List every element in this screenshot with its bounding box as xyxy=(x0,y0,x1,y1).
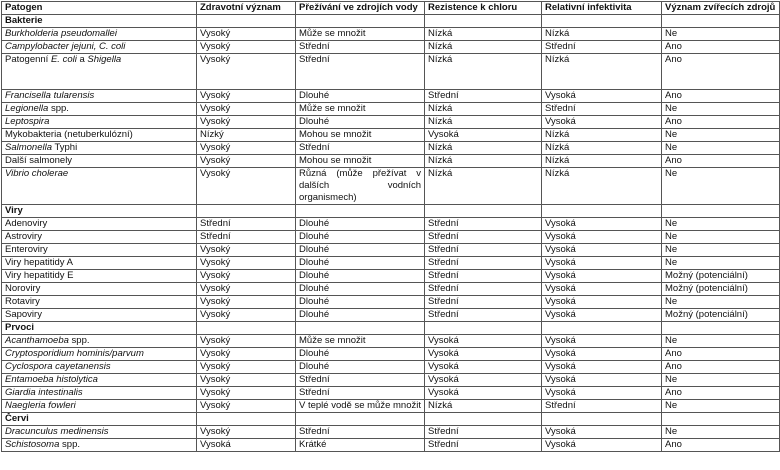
header-health-significance: Zdravotní význam xyxy=(197,2,296,15)
relative-infectivity-cell: Nízká xyxy=(542,129,662,142)
pathogen-cell xyxy=(2,361,197,374)
health-significance-cell: Vysoký xyxy=(197,142,296,155)
table-row xyxy=(2,335,780,348)
chlorine-resistance-cell: Nízká xyxy=(425,103,542,116)
relative-infectivity-cell: Střední xyxy=(542,103,662,116)
table-row xyxy=(2,374,780,387)
pathogen-name-segment: Legionella xyxy=(5,103,49,114)
water-survival-cell: Střední xyxy=(296,387,425,400)
animal-source-cell: Ne xyxy=(662,218,780,231)
water-survival-cell: Dlouhé xyxy=(296,361,425,374)
health-significance-cell: Vysoký xyxy=(197,283,296,296)
chlorine-resistance-cell: Nízká xyxy=(425,28,542,41)
pathogen-cell xyxy=(2,142,197,155)
health-significance-cell: Střední xyxy=(197,218,296,231)
table-header-row xyxy=(2,2,780,15)
empty-cell xyxy=(197,413,296,426)
pathogen-cell xyxy=(2,54,197,90)
pathogen-name-segment: Enteroviry xyxy=(5,244,48,255)
relative-infectivity-cell: Nízká xyxy=(542,168,662,205)
chlorine-resistance-cell: Nízká xyxy=(425,142,542,155)
chlorine-resistance-cell: Vysoká xyxy=(425,335,542,348)
water-survival-cell: Dlouhé xyxy=(296,231,425,244)
animal-source-cell: Ne xyxy=(662,129,780,142)
animal-source-cell: Možný (potenciální) xyxy=(662,283,780,296)
water-survival-cell: Dlouhé xyxy=(296,348,425,361)
table-row xyxy=(2,270,780,283)
empty-cell xyxy=(542,322,662,335)
pathogen-name-segment: a xyxy=(76,54,88,65)
chlorine-resistance-cell: Nízká xyxy=(425,168,542,205)
water-survival-cell: Střední xyxy=(296,374,425,387)
water-survival-cell: Dlouhé xyxy=(296,116,425,129)
relative-infectivity-cell: Nízká xyxy=(542,28,662,41)
pathogen-cell xyxy=(2,439,197,452)
animal-source-cell: Ano xyxy=(662,348,780,361)
category-label: Prvoci xyxy=(2,322,197,335)
health-significance-cell: Vysoký xyxy=(197,116,296,129)
pathogen-name-segment: Sapoviry xyxy=(5,309,42,320)
header-animal-source: Význam zvířecích zdrojů xyxy=(662,2,780,15)
pathogen-cell xyxy=(2,296,197,309)
relative-infectivity-cell: Vysoká xyxy=(542,257,662,270)
table-row xyxy=(2,103,780,116)
empty-cell xyxy=(425,322,542,335)
empty-cell xyxy=(542,205,662,218)
health-significance-cell: Vysoký xyxy=(197,155,296,168)
health-significance-cell: Vysoký xyxy=(197,168,296,205)
category-label: Červi xyxy=(2,413,197,426)
relative-infectivity-cell: Nízká xyxy=(542,54,662,90)
pathogen-name-segment: Viry hepatitidy E xyxy=(5,270,74,281)
animal-source-cell: Ano xyxy=(662,387,780,400)
animal-source-cell: Ano xyxy=(662,439,780,452)
water-survival-cell: Dlouhé xyxy=(296,283,425,296)
health-significance-cell: Vysoká xyxy=(197,439,296,452)
table-row xyxy=(2,54,780,90)
pathogen-name-segment: Viry hepatitidy A xyxy=(5,257,73,268)
chlorine-resistance-cell: Střední xyxy=(425,218,542,231)
relative-infectivity-cell: Vysoká xyxy=(542,348,662,361)
relative-infectivity-cell: Vysoká xyxy=(542,116,662,129)
water-survival-cell: Různá (může přežívat v dalších vodních organismech) xyxy=(296,168,425,205)
pathogen-name-segment: Cryptosporidium hominis/parvum xyxy=(5,348,144,359)
pathogen-cell xyxy=(2,257,197,270)
relative-infectivity-cell: Vysoká xyxy=(542,283,662,296)
water-survival-cell: Mohou se množit xyxy=(296,129,425,142)
chlorine-resistance-cell: Vysoká xyxy=(425,361,542,374)
health-significance-cell: Vysoký xyxy=(197,296,296,309)
chlorine-resistance-cell: Střední xyxy=(425,296,542,309)
relative-infectivity-cell: Vysoká xyxy=(542,231,662,244)
pathogen-name-segment: spp. xyxy=(48,103,69,114)
water-survival-cell: Střední xyxy=(296,54,425,90)
table-row xyxy=(2,129,780,142)
water-survival-cell: Dlouhé xyxy=(296,257,425,270)
table-row xyxy=(2,116,780,129)
pathogen-cell xyxy=(2,426,197,439)
relative-infectivity-cell: Nízká xyxy=(542,142,662,155)
pathogen-cell xyxy=(2,218,197,231)
animal-source-cell: Ne xyxy=(662,400,780,413)
pathogen-cell xyxy=(2,348,197,361)
pathogen-cell xyxy=(2,335,197,348)
pathogen-cell xyxy=(2,309,197,322)
health-significance-cell: Vysoký xyxy=(197,400,296,413)
pathogen-cell xyxy=(2,400,197,413)
table-row xyxy=(2,400,780,413)
water-survival-cell: Mohou se množit xyxy=(296,155,425,168)
pathogen-cell xyxy=(2,116,197,129)
pathogen-name-segment: spp. xyxy=(68,335,90,346)
table-row xyxy=(2,387,780,400)
pathogen-name-segment: Entamoeba histolytica xyxy=(5,374,98,385)
health-significance-cell: Vysoký xyxy=(197,103,296,116)
health-significance-cell: Vysoký xyxy=(197,374,296,387)
empty-cell xyxy=(296,205,425,218)
table-row xyxy=(2,142,780,155)
relative-infectivity-cell: Vysoká xyxy=(542,439,662,452)
chlorine-resistance-cell: Střední xyxy=(425,257,542,270)
pathogen-name-segment: Shigella xyxy=(87,54,122,65)
pathogen-cell xyxy=(2,129,197,142)
pathogen-name-segment: Francisella tularensis xyxy=(5,90,95,101)
relative-infectivity-cell: Vysoká xyxy=(542,361,662,374)
animal-source-cell: Ano xyxy=(662,361,780,374)
relative-infectivity-cell: Střední xyxy=(542,41,662,54)
pathogen-name-segment: Patogenní xyxy=(5,54,51,65)
water-survival-cell: Střední xyxy=(296,41,425,54)
pathogen-name-segment: spp. xyxy=(59,439,80,450)
table-row xyxy=(2,426,780,439)
animal-source-cell: Ne xyxy=(662,28,780,41)
water-survival-cell: Střední xyxy=(296,142,425,155)
empty-cell xyxy=(425,413,542,426)
empty-cell xyxy=(425,15,542,28)
table-row xyxy=(2,41,780,54)
table-row xyxy=(2,439,780,452)
pathogen-name-segment: Schistosoma xyxy=(5,439,60,450)
animal-source-cell: Možný (potenciální) xyxy=(662,270,780,283)
chlorine-resistance-cell: Vysoká xyxy=(425,374,542,387)
pathogen-cell xyxy=(2,231,197,244)
pathogen-cell xyxy=(2,28,197,41)
health-significance-cell: Vysoký xyxy=(197,387,296,400)
health-significance-cell: Vysoký xyxy=(197,257,296,270)
health-significance-cell: Vysoký xyxy=(197,361,296,374)
chlorine-resistance-cell: Střední xyxy=(425,283,542,296)
empty-cell xyxy=(197,322,296,335)
table-row xyxy=(2,296,780,309)
water-survival-cell: Dlouhé xyxy=(296,218,425,231)
pathogen-cell xyxy=(2,41,197,54)
empty-cell xyxy=(662,413,780,426)
pathogen-table xyxy=(1,1,780,452)
animal-source-cell: Ano xyxy=(662,116,780,129)
chlorine-resistance-cell: Střední xyxy=(425,231,542,244)
chlorine-resistance-cell: Vysoká xyxy=(425,348,542,361)
chlorine-resistance-cell: Nízká xyxy=(425,41,542,54)
category-row xyxy=(2,15,780,28)
relative-infectivity-cell: Střední xyxy=(542,400,662,413)
pathogen-name-segment: Salmonella xyxy=(5,142,52,153)
chlorine-resistance-cell: Střední xyxy=(425,439,542,452)
chlorine-resistance-cell: Střední xyxy=(425,309,542,322)
empty-cell xyxy=(296,15,425,28)
pathogen-cell xyxy=(2,283,197,296)
category-row xyxy=(2,322,780,335)
table-row xyxy=(2,231,780,244)
table-row xyxy=(2,348,780,361)
chlorine-resistance-cell: Vysoká xyxy=(425,129,542,142)
pathogen-name-segment: Cyclospora cayetanensis xyxy=(5,361,111,372)
animal-source-cell: Ne xyxy=(662,168,780,205)
water-survival-cell: Dlouhé xyxy=(296,296,425,309)
relative-infectivity-cell: Vysoká xyxy=(542,426,662,439)
animal-source-cell: Ne xyxy=(662,257,780,270)
animal-source-cell: Ne xyxy=(662,103,780,116)
animal-source-cell: Ne xyxy=(662,335,780,348)
pathogen-cell xyxy=(2,387,197,400)
chlorine-resistance-cell: Nízká xyxy=(425,400,542,413)
relative-infectivity-cell: Nízká xyxy=(542,155,662,168)
relative-infectivity-cell: Vysoká xyxy=(542,90,662,103)
pathogen-name-segment: Acanthamoeba xyxy=(5,335,69,346)
table-row xyxy=(2,244,780,257)
relative-infectivity-cell: Vysoká xyxy=(542,387,662,400)
animal-source-cell: Ne xyxy=(662,244,780,257)
empty-cell xyxy=(662,15,780,28)
header-water-survival: Přežívání ve zdrojích vody xyxy=(296,2,425,15)
pathogen-name-segment: Campylobacter jejuni, C. coli xyxy=(5,41,126,52)
chlorine-resistance-cell: Vysoká xyxy=(425,387,542,400)
animal-source-cell: Ano xyxy=(662,90,780,103)
water-survival-cell: V teplé vodě se může množit xyxy=(296,400,425,413)
pathogen-name-segment: Vibrio cholerae xyxy=(5,168,69,179)
header-pathogen: Patogen xyxy=(2,2,197,15)
pathogen-name-segment: Typhi xyxy=(52,142,78,153)
empty-cell xyxy=(296,413,425,426)
health-significance-cell: Střední xyxy=(197,231,296,244)
pathogen-cell xyxy=(2,374,197,387)
health-significance-cell: Vysoký xyxy=(197,348,296,361)
table-row xyxy=(2,361,780,374)
empty-cell xyxy=(662,322,780,335)
table-row xyxy=(2,155,780,168)
category-row xyxy=(2,205,780,218)
health-significance-cell: Nízký xyxy=(197,129,296,142)
water-survival-cell: Může se množit xyxy=(296,28,425,41)
water-survival-cell: Dlouhé xyxy=(296,90,425,103)
animal-source-cell: Ne xyxy=(662,142,780,155)
relative-infectivity-cell: Vysoká xyxy=(542,218,662,231)
health-significance-cell: Vysoký xyxy=(197,90,296,103)
table-row xyxy=(2,28,780,41)
health-significance-cell: Vysoký xyxy=(197,54,296,90)
category-row xyxy=(2,413,780,426)
empty-cell xyxy=(197,205,296,218)
empty-cell xyxy=(197,15,296,28)
relative-infectivity-cell: Vysoká xyxy=(542,270,662,283)
pathogen-name-segment: Burkholderia pseudomallei xyxy=(5,28,117,39)
pathogen-cell xyxy=(2,90,197,103)
pathogen-name-segment: Giardia intestinalis xyxy=(5,387,83,398)
health-significance-cell: Vysoký xyxy=(197,270,296,283)
pathogen-cell xyxy=(2,270,197,283)
chlorine-resistance-cell: Střední xyxy=(425,270,542,283)
pathogen-name-segment: Další salmonely xyxy=(5,155,73,166)
pathogen-name-segment: Mykobakteria (netuberkulózní) xyxy=(5,129,133,140)
health-significance-cell: Vysoký xyxy=(197,28,296,41)
chlorine-resistance-cell: Střední xyxy=(425,244,542,257)
relative-infectivity-cell: Vysoká xyxy=(542,309,662,322)
pathogen-cell xyxy=(2,155,197,168)
water-survival-cell: Může se množit xyxy=(296,335,425,348)
pathogen-cell xyxy=(2,103,197,116)
chlorine-resistance-cell: Střední xyxy=(425,426,542,439)
water-survival-cell: Dlouhé xyxy=(296,270,425,283)
empty-cell xyxy=(542,413,662,426)
empty-cell xyxy=(425,205,542,218)
water-survival-cell: Může se množit xyxy=(296,103,425,116)
chlorine-resistance-cell: Nízká xyxy=(425,54,542,90)
health-significance-cell: Vysoký xyxy=(197,335,296,348)
pathogen-name-segment: Rotaviry xyxy=(5,296,40,307)
health-significance-cell: Vysoký xyxy=(197,309,296,322)
animal-source-cell: Ne xyxy=(662,426,780,439)
chlorine-resistance-cell: Střední xyxy=(425,90,542,103)
animal-source-cell: Možný (potenciální) xyxy=(662,309,780,322)
pathogen-name-segment: Noroviry xyxy=(5,283,41,294)
water-survival-cell: Dlouhé xyxy=(296,244,425,257)
table-body xyxy=(2,15,780,452)
animal-source-cell: Ano xyxy=(662,41,780,54)
pathogen-name-segment: Leptospira xyxy=(5,116,50,127)
water-survival-cell: Krátké xyxy=(296,439,425,452)
relative-infectivity-cell: Vysoká xyxy=(542,296,662,309)
health-significance-cell: Vysoký xyxy=(197,244,296,257)
table-row xyxy=(2,90,780,103)
header-chlorine-resistance: Rezistence k chloru xyxy=(425,2,542,15)
water-survival-cell: Dlouhé xyxy=(296,309,425,322)
table-row xyxy=(2,218,780,231)
pathogen-name-segment: Naegleria fowleri xyxy=(5,400,76,411)
empty-cell xyxy=(542,15,662,28)
empty-cell xyxy=(296,322,425,335)
health-significance-cell: Vysoký xyxy=(197,41,296,54)
relative-infectivity-cell: Vysoká xyxy=(542,335,662,348)
relative-infectivity-cell: Vysoká xyxy=(542,374,662,387)
animal-source-cell: Ne xyxy=(662,231,780,244)
chlorine-resistance-cell: Nízká xyxy=(425,155,542,168)
header-relative-infectivity: Relativní infektivita xyxy=(542,2,662,15)
table-row xyxy=(2,309,780,322)
relative-infectivity-cell: Vysoká xyxy=(542,244,662,257)
pathogen-name-segment: E. coli xyxy=(50,54,77,65)
water-survival-cell: Střední xyxy=(296,426,425,439)
table-row xyxy=(2,257,780,270)
pathogen-cell xyxy=(2,244,197,257)
animal-source-cell: Ne xyxy=(662,296,780,309)
chlorine-resistance-cell: Nízká xyxy=(425,116,542,129)
animal-source-cell: Ano xyxy=(662,155,780,168)
category-label: Bakterie xyxy=(2,15,197,28)
animal-source-cell: Ano xyxy=(662,54,780,90)
table-row xyxy=(2,283,780,296)
category-label: Viry xyxy=(2,205,197,218)
pathogen-cell xyxy=(2,168,197,205)
animal-source-cell: Ne xyxy=(662,374,780,387)
empty-cell xyxy=(662,205,780,218)
pathogen-name-segment: Dracunculus medinensis xyxy=(5,426,109,437)
health-significance-cell: Vysoký xyxy=(197,426,296,439)
table-row xyxy=(2,168,780,205)
pathogen-name-segment: Astroviry xyxy=(5,231,42,242)
pathogen-name-segment: Adenoviry xyxy=(5,218,48,229)
